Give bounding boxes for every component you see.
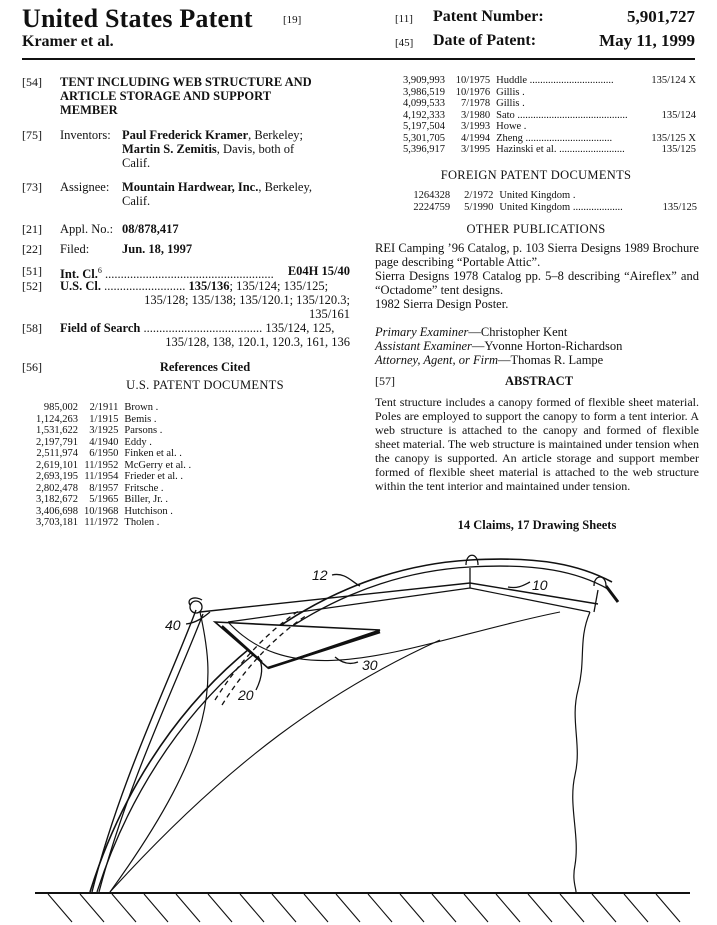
label-10: 10 [532, 577, 548, 593]
uscl-label: U.S. Cl. [60, 279, 101, 293]
filed-code: [22] [22, 242, 42, 256]
patent-drawing [0, 540, 717, 925]
reference-class [644, 121, 696, 133]
reference-number: 5,396,917 [402, 144, 445, 155]
search-dots: ...................................... [143, 321, 263, 335]
uscl-line: 135/161 [309, 307, 350, 321]
reference-name: Parsons . [124, 425, 163, 436]
reference-date: 4/1940 [89, 436, 119, 448]
search-value: 135/124, 125, [265, 321, 335, 335]
assistant-examiner-name: —Yvonne Horton-Richardson [471, 339, 623, 353]
reference-class [191, 471, 193, 483]
reference-number: 3,182,672 [36, 494, 78, 505]
refs-title: References Cited [159, 360, 251, 374]
attorney-label: Attorney, Agent, or Firm [375, 353, 499, 367]
pole-12 [90, 559, 612, 892]
reference-name: Fritsche . [124, 482, 164, 494]
reference-row [36, 460, 193, 472]
reference-class [191, 506, 193, 518]
reference-row [36, 494, 193, 506]
reference-date: 3/1980 [460, 109, 491, 121]
appl-label: Appl. No.: [60, 222, 114, 236]
assignee-code: [73] [22, 180, 42, 194]
claims-count: 14 Claims, 17 Drawing Sheets [457, 518, 617, 532]
reference-name: Eddy . [124, 436, 152, 448]
inventors-short: Kramer et al. [22, 33, 114, 50]
reference-date: 8/1957 [89, 482, 119, 494]
patent-office-title: United States Patent [22, 4, 253, 33]
reference-number: 5,301,705 [402, 132, 445, 144]
assistant-examiner-label: Assistant Examiner [375, 339, 472, 353]
reference-class [191, 494, 193, 506]
uscl-line: 135/128; 135/138; 135/120.1; 135/120.3; [144, 293, 350, 307]
invention-title-line: ARTICLE STORAGE AND SUPPORT [60, 89, 272, 103]
leader-10 [508, 582, 530, 588]
reference-number: 3,406,698 [36, 505, 78, 517]
reference-name: Brown . [124, 402, 159, 413]
reference-date: 2/1972 [464, 190, 494, 201]
intcl-dots: ...................................................... [104, 267, 274, 282]
reference-class [644, 87, 696, 99]
reference-number: 985,002 [43, 402, 78, 413]
inventors-label: Inventors: [60, 128, 111, 142]
patent-number: 5,901,727 [627, 7, 695, 26]
front-pole [92, 610, 196, 892]
assignee-location: Calif. [122, 194, 151, 208]
reference-name: Biller, Jr. . [124, 494, 169, 505]
reference-date: 10/1976 [455, 86, 491, 98]
inventor-location: Calif. [122, 156, 151, 170]
uscl-rest: ; 135/124; 135/125; [229, 279, 329, 293]
reference-date: 5/1990 [464, 201, 494, 213]
reference-number: 2,693,195 [36, 471, 78, 482]
reference-number: 2,197,791 [36, 436, 78, 448]
reference-name: Zheng ................................. [496, 132, 613, 144]
foreign-references-table [405, 190, 697, 213]
web-10-tie-2 [594, 590, 598, 612]
invention-title [60, 75, 360, 117]
canopy-seam [110, 640, 440, 892]
reference-number: 1264328 [413, 190, 451, 201]
inventors-list [122, 128, 352, 170]
search-line: 135/128, 138, 120.1, 120.3, 161, 136 [165, 335, 350, 349]
reference-row [398, 75, 696, 87]
other-pub: 1982 Sierra Design Poster. [375, 297, 509, 311]
reference-class: 135/124 X [651, 75, 696, 86]
assignee-location: , Berkeley, [258, 180, 313, 194]
reference-name: Hutchison . [124, 505, 173, 517]
reference-row [36, 506, 193, 518]
reference-name: Finken et al. . [124, 448, 182, 459]
reference-date: 2/1911 [89, 402, 119, 413]
uscl-dots: .......................... [104, 279, 186, 293]
reference-number: 2,619,101 [36, 459, 78, 471]
title-code: [19] [283, 14, 302, 26]
reference-number: 2224759 [413, 201, 451, 213]
inventor-name: Paul Frederick Kramer [122, 128, 249, 142]
uscl-primary: 135/136 [188, 279, 230, 293]
reference-class: 135/125 [661, 144, 696, 155]
us-references-table-continued [398, 75, 696, 156]
reference-row [405, 190, 697, 202]
reference-class [191, 414, 193, 426]
inventor-name: Martin S. Zemitis [122, 142, 217, 156]
assignee-name: Mountain Hardwear, Inc. [122, 180, 259, 194]
leader-30 [335, 657, 358, 663]
reference-row [398, 121, 696, 133]
intcl-code: [51] [22, 264, 42, 278]
reference-class [191, 448, 193, 460]
date-label: Date of Patent: [433, 32, 537, 49]
reference-name: Huddle ................................ [496, 75, 614, 86]
reference-row [398, 98, 696, 110]
filed-date: Jun. 18, 1997 [122, 242, 193, 256]
reference-date: 5/1965 [89, 494, 119, 505]
label-20: 20 [238, 687, 254, 703]
reference-date: 11/1954 [84, 471, 119, 482]
assignee-label: Assignee: [60, 180, 110, 194]
patent-number-code: [11] [395, 13, 413, 25]
reference-number: 5,197,504 [402, 121, 445, 132]
reference-date: 11/1952 [84, 459, 119, 471]
examiners [375, 325, 699, 367]
appl-code: [21] [22, 222, 42, 236]
refs-code: [56] [22, 360, 42, 374]
reference-class [652, 190, 697, 202]
header-rule [22, 58, 695, 60]
us-references-table [36, 402, 193, 529]
reference-row [36, 483, 193, 495]
uscl-code: [52] [22, 279, 42, 293]
reference-date: 1/1915 [89, 413, 119, 425]
other-pubs [375, 241, 699, 311]
intcl-sup: 6 [97, 266, 102, 275]
pole-tip [606, 586, 618, 602]
reference-row [398, 87, 696, 99]
reference-class: 135/125 [662, 201, 697, 213]
uscl-block [60, 279, 350, 321]
reference-number: 1,124,263 [36, 413, 78, 425]
reference-number: 3,986,519 [402, 86, 445, 98]
reference-date: 7/1978 [460, 98, 491, 109]
reference-class [191, 425, 193, 437]
reference-class [644, 98, 696, 110]
search-block [60, 321, 350, 349]
pole-12-inner [97, 566, 608, 892]
reference-name: Bemis . [124, 413, 157, 425]
patent-number-label: Patent Number: [433, 8, 544, 25]
invention-title-line: MEMBER [60, 103, 118, 117]
abstract-code: [57] [375, 374, 395, 388]
reference-number: 4,192,333 [402, 109, 445, 121]
reference-row [36, 402, 193, 414]
reference-name: Sato .......................................... [496, 109, 628, 121]
reference-row [36, 448, 193, 460]
inventor-location: , Berkeley; [248, 128, 303, 142]
reference-name: Frieder et al. . [124, 471, 184, 482]
label-40: 40 [165, 617, 181, 633]
reference-row [405, 202, 697, 214]
abstract-text: Tent structure includes a canopy formed of flexible sheet material. Poles are employed to support the canopy to form a tent interior. A web structure is attached to the canopy and formed of flexible sheet material. The web structure is maintained under tension when the canopy is supported. An article storage and support member formed of flexible sheet material is attached to the web structure within the tent interior and maintained under tension. [375, 395, 699, 493]
reference-name: United Kingdom . [499, 190, 576, 201]
reference-number: 2,802,478 [36, 482, 78, 494]
foreign-docs-title: FOREIGN PATENT DOCUMENTS [440, 168, 632, 182]
intcl-value: E04H 15/40 [285, 264, 350, 278]
reference-name: Gillis . [496, 98, 525, 109]
reference-name: McGerry et al. . [124, 459, 192, 471]
reference-number: 2,511,974 [36, 448, 78, 459]
reference-date: 10/1968 [84, 505, 119, 517]
reference-class [191, 437, 193, 449]
reference-class [191, 460, 193, 472]
intcl-label: Int. Cl. [60, 267, 98, 282]
reference-name: Hazinski et al. ......................... [496, 144, 625, 155]
reference-number: 3,703,181 [36, 517, 78, 528]
abstract-title: ABSTRACT [504, 374, 574, 388]
reference-row [398, 110, 696, 122]
other-pubs-title: OTHER PUBLICATIONS [466, 222, 606, 236]
appl-number: 08/878,417 [122, 222, 179, 236]
reference-name: Tholen . [124, 517, 160, 528]
reference-row [36, 437, 193, 449]
reference-date: 3/1995 [460, 144, 491, 155]
reference-row [36, 425, 193, 437]
reference-class: 135/124 [661, 109, 696, 121]
inventor-location: , Davis, both of [216, 142, 295, 156]
date-code: [45] [395, 37, 414, 49]
reference-row [398, 144, 696, 156]
reference-number: 1,531,622 [36, 425, 78, 436]
leader-12 [332, 574, 360, 586]
search-label: Field of Search [60, 321, 141, 335]
other-pub: Sierra Designs 1978 Catalog pp. 5–8 describing “Aireflex” and “Octadome” tent designs. [375, 269, 699, 297]
reference-row [36, 471, 193, 483]
reference-row [36, 517, 193, 529]
front-pole-inner [99, 614, 203, 892]
reference-number: 3,909,993 [402, 75, 445, 86]
reference-date: 6/1950 [89, 448, 119, 459]
reference-date: 10/1975 [455, 75, 491, 86]
primary-examiner-name: —Christopher Kent [468, 325, 568, 339]
reference-class [191, 517, 193, 529]
reference-row [36, 414, 193, 426]
reference-name: Gillis . [496, 86, 525, 98]
reference-date: 3/1925 [89, 425, 119, 436]
us-docs-title: U.S. PATENT DOCUMENTS [126, 378, 284, 392]
assignee-value [122, 180, 352, 208]
reference-name: United Kingdom ................... [499, 201, 623, 213]
search-code: [58] [22, 321, 42, 335]
label-30: 30 [362, 657, 378, 673]
patent-date: May 11, 1999 [599, 31, 695, 50]
attorney-name: —Thomas R. Lampe [498, 353, 604, 367]
invention-title-line: TENT INCLUDING WEB STRUCTURE AND [60, 75, 312, 89]
reference-class: 135/125 X [651, 132, 696, 144]
primary-examiner-label: Primary Examiner [375, 325, 469, 339]
reference-date: 4/1994 [460, 132, 491, 144]
reference-name: Howe . [496, 121, 527, 132]
leader-20 [256, 656, 262, 690]
reference-class [191, 483, 193, 495]
canopy-wavy-edge [573, 612, 590, 892]
storage-member-30 [215, 622, 380, 668]
reference-date: 3/1993 [460, 121, 491, 132]
leader-40 [186, 612, 210, 624]
reference-class [191, 402, 193, 414]
filed-label: Filed: [60, 242, 90, 256]
label-12: 12 [312, 567, 328, 583]
canopy-edge-left [110, 612, 208, 892]
reference-row [398, 133, 696, 145]
reference-date: 11/1972 [84, 517, 119, 528]
title-field-code: [54] [22, 75, 42, 89]
other-pub: REI Camping ’96 Catalog, p. 103 Sierra Designs 1989 Brochure page describing “Portable Attic”. [375, 241, 699, 269]
reference-number: 4,099,533 [402, 98, 445, 109]
ground-hatching [48, 894, 680, 922]
inventors-code: [75] [22, 128, 42, 142]
